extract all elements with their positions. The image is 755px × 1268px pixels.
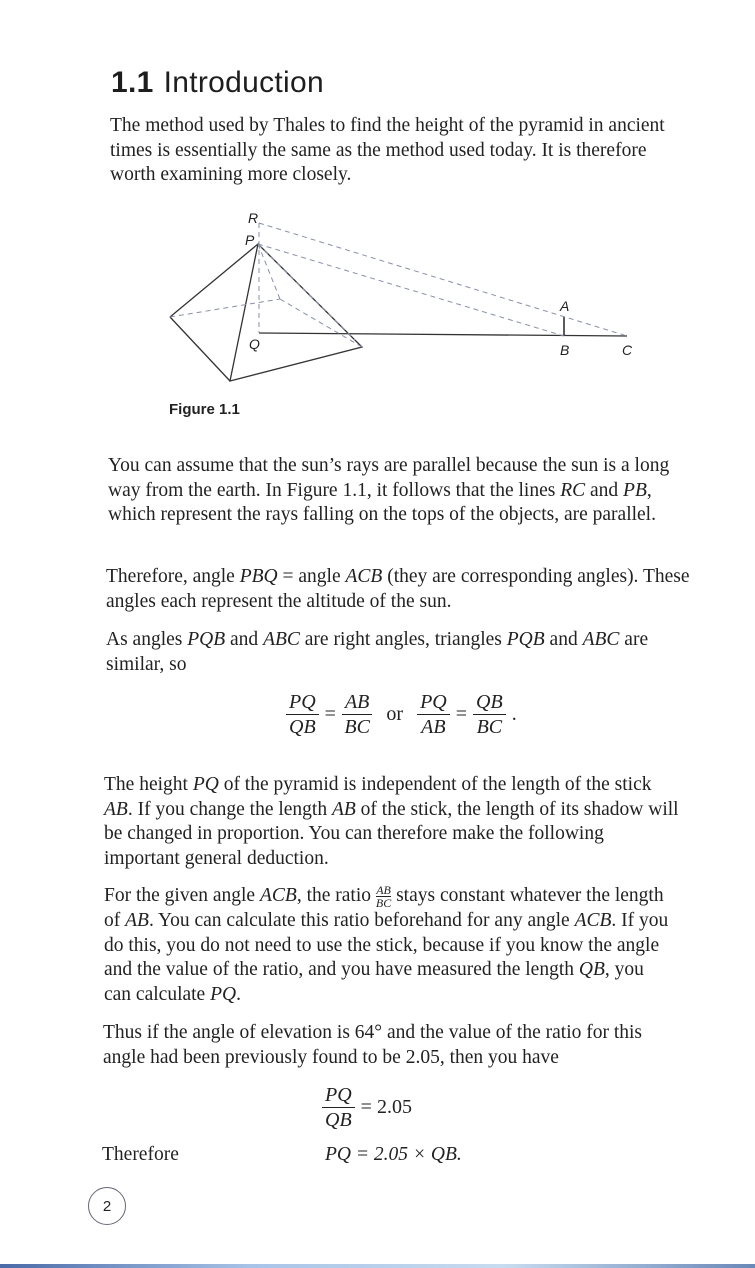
equation-final: PQ = 2.05 × QB. [325,1144,462,1165]
paragraph-corresponding-angles: Therefore, angle PBQ = angle ACB (they are corresponding angles). These angles each represent the altitude of the sun. [106,566,690,612]
paragraph-ratio-constant: For the given angle ACB, the ratio $\frac{AB}{BC}$ stays constant whatever the length of AB. You can calculate this ratio beforehand for any angle ACB. If you do this, you do not need to use the stick, because if you know the angle and the value of the ratio, and you have measured the length QB, you can calculate PQ. [104,883,669,1005]
label-b: B [560,342,570,358]
pyramid-solid-edges [170,244,627,381]
therefore-label: Therefore [102,1144,179,1165]
page-number: 2 [88,1187,126,1225]
label-r: R [248,210,259,226]
equation-similar-ratios: $\frac{PQ}{QB}$ = $\frac{AB}{BC}$ or $\frac{PQ}{AB}$ = $\frac{QB}{BC}$ . [286,690,517,739]
paragraph-independent-height: The height PQ of the pyramid is independent of the length of the stick AB. If you change the length AB of the stick, the length of its shadow will be changed in proportion. You can therefore make the following important general deduction. [104,774,679,869]
paragraph-intro: The method used by Thales to find the height of the pyramid in ancient times is essentially the same as the method used today. It is therefore worth examining more closely. [110,115,665,185]
figure-pyramid-diagram [0,0,755,440]
section-title: Introduction [163,66,324,99]
section-number: 1.1 [111,66,154,99]
page-edge [0,1264,755,1268]
paragraph-similar-triangles: As angles PQB and ABC are right angles, triangles PQB and ABC are similar, so [106,629,649,675]
equation-ratio-value: $\frac{PQ}{QB}$ = 2.05 [322,1083,412,1132]
hidden-and-ray-lines [170,223,627,347]
ground-line [259,333,627,336]
label-a: A [560,298,570,314]
paragraph-example-64-degrees: Thus if the angle of elevation is 64° and the value of the ratio for this angle had been previously found to be 2.05, then you have [103,1022,643,1068]
paragraph-parallel-rays: You can assume that the sun’s rays are parallel because the sun is a long way from the earth. In Figure 1.1, it follows that the lines RC and PB, which represent the rays falling on the tops of the objects, are parallel. [108,455,670,525]
label-q: Q [249,336,260,352]
figure-caption: Figure 1.1 [169,401,240,418]
label-p: P [245,232,255,248]
label-c: C [622,342,633,358]
